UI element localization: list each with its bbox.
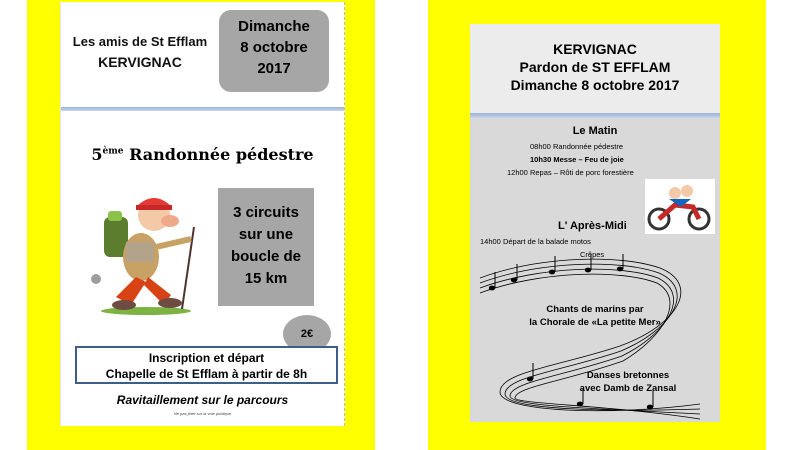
danses-line-1: Danses bretonnes	[586, 370, 670, 381]
morning-item: 10h30 Messe – Feu de joie	[530, 155, 624, 164]
circuits-line-2: sur une	[238, 226, 294, 243]
morning-item: 12h00 Repas – Rôti de porc forestière	[507, 168, 634, 177]
afternoon-title: L' Après-Midi	[558, 220, 627, 232]
morning-title: Le Matin	[572, 125, 618, 137]
inscription-box	[75, 346, 338, 384]
randonnee-flyer	[60, 2, 345, 426]
circuits-line-3: boucle de	[230, 248, 301, 265]
pardon-flyer	[470, 24, 720, 422]
title-number: 5	[91, 145, 103, 164]
organizer	[61, 32, 219, 72]
motorbike-illustration	[645, 179, 715, 234]
circuits-line-1: 3 circuits	[233, 204, 299, 221]
small-print: Ne pas jeter sur la voie publique	[173, 411, 232, 416]
organizer-town: KERVIGNAC	[98, 54, 182, 70]
date-year: 2017	[257, 60, 291, 77]
danses-text	[538, 369, 718, 395]
hiker-illustration	[86, 187, 216, 317]
morning-item: 08h00 Randonnée pédestre	[530, 142, 623, 151]
danses-line-2: avec Damb de Zansal	[579, 383, 677, 394]
chants-line-2: la Chorale de «La petite Mer»	[529, 317, 661, 328]
price-badge: 2€	[283, 315, 331, 353]
title-suffix: ème	[102, 146, 124, 157]
chants-line-1: Chants de marins par	[546, 304, 644, 315]
flyer-title	[61, 145, 344, 164]
pardon-date: Dimanche 8 octobre 2017	[510, 77, 680, 93]
date-month: 8 octobre	[240, 39, 308, 56]
circuits-line-4: 15 km	[244, 270, 288, 287]
date-box	[219, 10, 329, 92]
title-text: Randonnée pédestre	[129, 145, 314, 164]
divider-bar	[470, 113, 720, 118]
date-day: Dimanche	[238, 18, 310, 35]
pardon-event: Pardon de ST EFFLAM	[519, 59, 671, 75]
music-staff-illustration	[470, 254, 720, 424]
inscription-line-1: Inscription et départ	[148, 351, 265, 365]
pardon-town: KERVIGNAC	[553, 41, 637, 57]
pardon-header	[470, 24, 720, 113]
chants-text	[470, 303, 720, 329]
divider-bar	[61, 107, 344, 111]
ravitaillement-text: Ravitaillement sur le parcours	[116, 393, 289, 407]
inscription-line-2: Chapelle de St Efflam à partir de 8h	[105, 367, 308, 381]
circuits-box	[218, 188, 314, 306]
afternoon-item: 14h00 Départ de la balade motos	[480, 237, 591, 246]
organizer-name: Les amis de St Efflam	[72, 34, 208, 49]
afternoon-item: Crêpes	[580, 250, 605, 259]
